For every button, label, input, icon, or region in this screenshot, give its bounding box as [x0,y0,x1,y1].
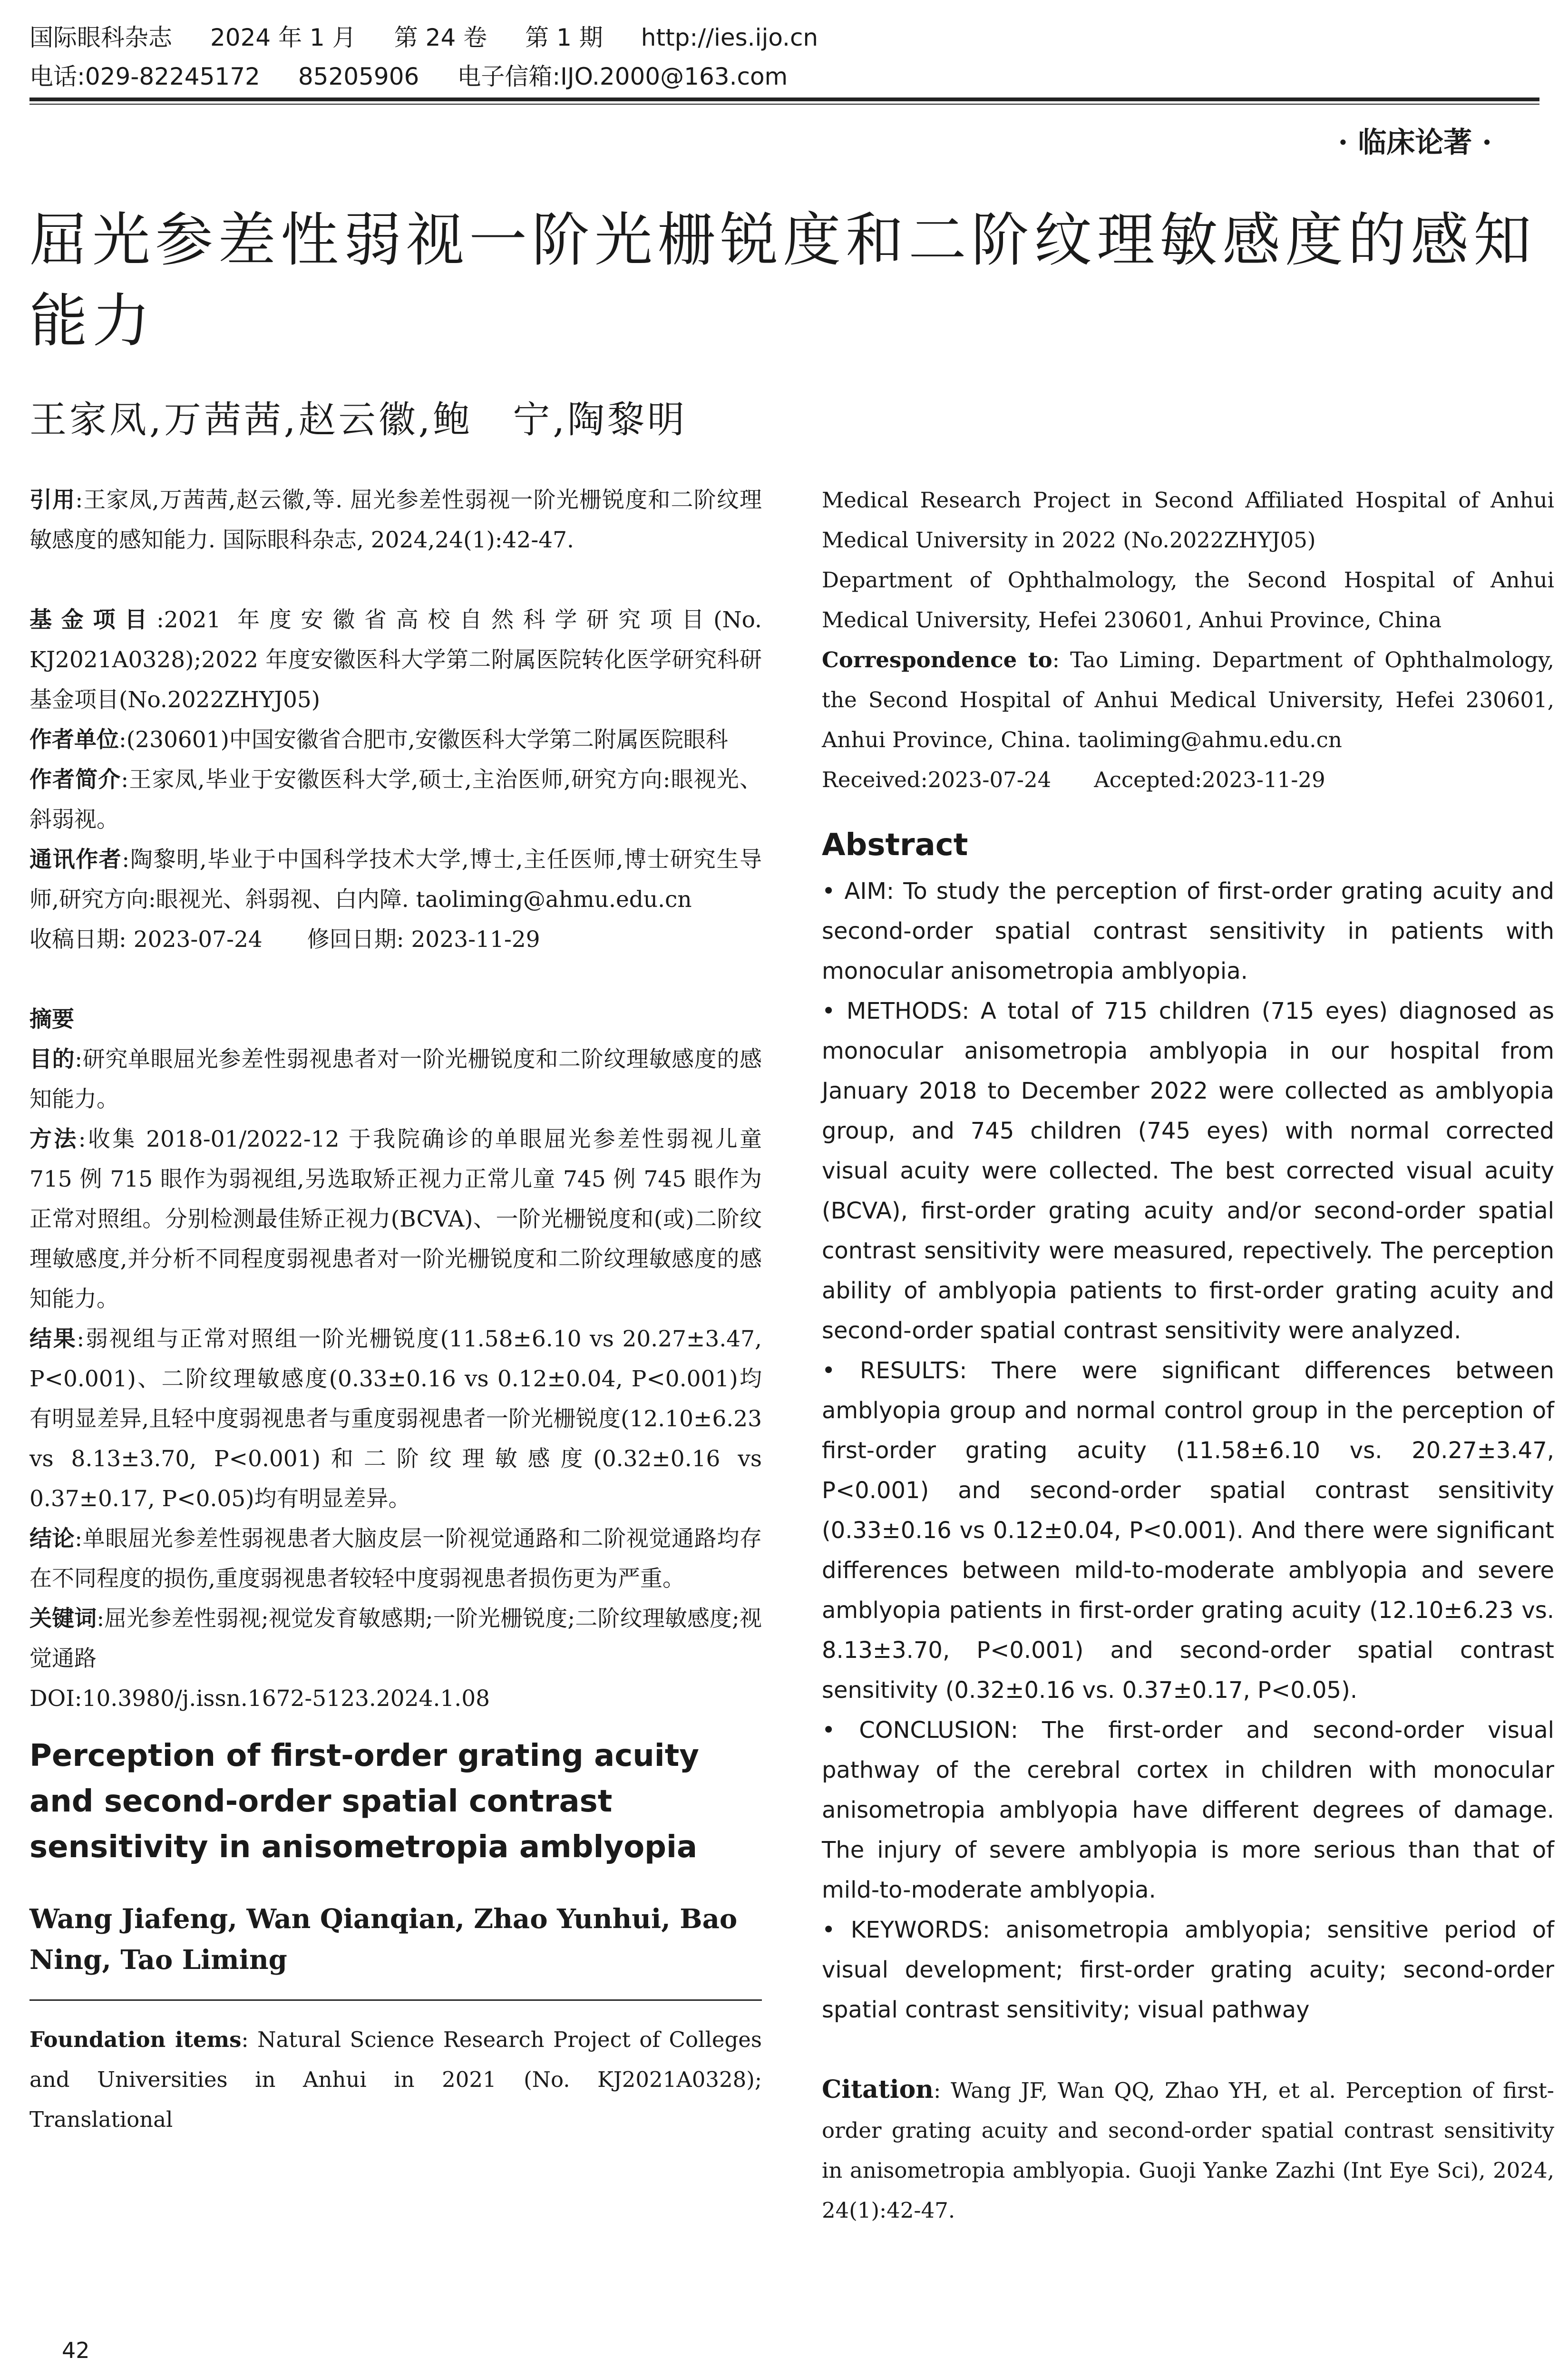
author-list-en: Wang Jiafeng, Wan Qianqian, Zhao Yunhui, Bao Ning, Tao Liming [29,1903,738,1976]
abstract-heading-en: Abstract [822,828,968,863]
results-label-cn: 结果 [29,1326,77,1352]
volume: 第 24 卷 [394,24,487,51]
citation-cn-label: 引用 [29,487,76,513]
author-bio-cn [29,760,762,840]
foundation-en-continued: Medical Research Project in Second Affiliated Hospital of Anhui Medical University in 2022 (No.2022ZHYJ05) [822,487,1554,553]
keywords-label-cn: 关键词 [29,1606,97,1632]
conclusion-label-cn: 结论 [29,1526,75,1552]
corresponding-cn-text: :陶黎明,毕业于中国科学技术大学,博士,主任医师,博士研究生导师,研究方向:眼视光、斜弱视、白内障. taoliming@ahmu.edu.cn [29,847,762,913]
affiliation-cn-text: :(230601)中国安徽省合肥市,安徽医科大学第二附属医院眼科 [119,727,728,753]
corresponding-cn [29,840,762,920]
citation-en-label: Citation [822,2075,934,2104]
spacer [29,560,762,600]
abstract-methods-cn [29,1120,762,1319]
abstract-conclusion-en: • CONCLUSION: The first-order and second-order visual pathway of the cerebral cortex in children with monocular anisometropia amblyopia have different degrees of damage. The injury of severe amblyopia is more serious than that of mild-to-moderate amblyopia. [822,1717,1554,1903]
article-title: 屈光参差性弱视一阶光栅锐度和二阶纹理敏感度的感知能力 [29,206,1536,355]
citation-cn-text: :王家凤,万茜茜,赵云徽,等. 屈光参差性弱视一阶光栅锐度和二阶纹理敏感度的感知能力. 国际眼科杂志, 2024,24(1):42-47. [29,487,762,553]
journal-name: 国际眼科杂志 [29,24,172,51]
methods-text-cn: :收集 2018-01/2022-12 于我院确诊的单眼屈光参差性弱视儿童 715 例 715 眼作为弱视组,另选取矫正视力正常儿童 745 例 745 眼作为正常对照组。分别检测最佳矫正视力(BCVA)、一阶光栅锐度和(或)二阶纹理敏感度,并分析不同程度弱视患者对一阶光栅锐度和二阶纹理敏感度的感知能力。 [29,1126,762,1312]
fund-cn [29,600,762,720]
citation-cn [29,480,762,560]
affiliation-cn-label: 作者单位 [29,727,119,753]
abstract-results-cn [29,1319,762,1519]
running-header-line-1 [29,24,856,51]
footnote-rule [29,1999,762,2001]
journal-url[interactable]: http://ies.ijo.cn [641,24,818,51]
correspondence-en [822,640,1554,760]
email[interactable]: 电子信箱:IJO.2000@163.com [457,63,788,90]
citation-en [822,2070,1554,2231]
issue-date: 2024 年 1 月 [210,24,356,51]
foundation-en [29,2020,762,2140]
phone-2: 85205906 [298,63,419,90]
issue: 第 1 期 [525,24,603,51]
aim-text-cn: :研究单眼屈光参差性弱视患者对一阶光栅锐度和二阶纹理敏感度的感知能力。 [29,1046,762,1112]
abstract-results-en: • RESULTS: There were significant differences between amblyopia group and normal control group in the perception of first-order grating acuity (11.58±6.10 vs. 20.27±3.47, P<0.001) and second-order spatial contrast sensitivity (0.33±0.16 vs 0.12±0.04, P<0.001). And there were significant differences between mild-to-moderate amblyopia and severe amblyopia patients in first-order grating acuity (12.10±6.23 vs. 8.13±3.70, P<0.001) and second-order spatial contrast sensitivity (0.32±0.16 vs. 0.37±0.17, P<0.05). [822,1357,1554,1704]
author-bio-cn-text: :王家凤,毕业于安徽医科大学,硕士,主治医师,研究方向:眼视光、斜弱视。 [29,767,762,833]
conclusion-text-cn: :单眼屈光参差性弱视患者大脑皮层一阶视觉通路和二阶视觉通路均存在不同程度的损伤,重度弱视患者较轻中度弱视患者损伤更为严重。 [29,1526,762,1592]
left-column [29,480,762,2140]
doi[interactable]: DOI:10.3980/j.issn.1672-5123.2024.1.08 [29,1685,490,1712]
abstract-methods-en: • METHODS: A total of 715 children (715 eyes) diagnosed as monocular anisometropia amblyopia in our hospital from January 2018 to December 2022 were collected as amblyopia group, and 745 children (745 eyes) with normal corrected visual acuity were collected. The best corrected visual acuity (BCVA), first-order grating acuity and/or second-order spatial contrast sensitivity were measured, repectively. The perception ability of amblyopia patients to first-order grating acuity and second-order spatial contrast sensitivity were analyzed. [822,998,1554,1344]
phone-1: 电话:029-82245172 [29,63,260,90]
affiliation-cn [29,720,762,760]
author-bio-cn-label: 作者简介 [29,767,121,793]
received-dates-en: Received:2023-07-24 Accepted:2023-11-29 [822,767,1325,792]
fund-cn-label: 基金项目 [29,607,156,633]
correspondence-en-text: : Tao Liming. Department of Ophthalmology, the Second Hospital of Anhui Medical University, Hefei 230601, Anhui Province, China. taoliming@ahmu.edu.cn [822,647,1554,752]
author-list: 王家凤,万茜茜,赵云徽,鲍 宁,陶黎明 [29,399,688,441]
header-rule-thin [29,104,1539,105]
correspondence-en-label: Correspondence to [822,647,1052,672]
right-column [822,480,1554,2231]
abstract-conclusion-cn [29,1519,762,1599]
spacer [29,960,762,1000]
department-en: Department of Ophthalmology, the Second Hospital of Anhui Medical University, Hefei 230601, Anhui Province, China [822,567,1554,633]
abstract-aim-en: • AIM: To study the perception of first-order grating acuity and second-order spatial contrast sensitivity in patients with monocular anisometropia amblyopia. [822,878,1554,984]
received-dates-cn: 收稿日期: 2023-07-24 修回日期: 2023-11-29 [29,926,540,953]
foundation-en-label: Foundation items [29,2027,242,2052]
citation-en-text: : Wang JF, Wan QQ, Zhao YH, et al. Perception of first-order grating acuity and second-order spatial contrast sensitivity in anisometropia amblyopia. Guoji Yanke Zazhi (Int Eye Sci), 2024, 24(1):42-47. [822,2078,1554,2223]
running-header-line-2 [29,63,826,90]
abstract-aim-cn [29,1040,762,1120]
aim-label-cn: 目的 [29,1046,75,1072]
spacer [822,2030,1554,2070]
abstract-keywords-en: • KEYWORDS: anisometropia amblyopia; sensitive period of visual development; first-order grating acuity; second-order spatial contrast sensitivity; visual pathway [822,1917,1554,2023]
fund-cn-text: :2021 年度安徽省高校自然科学研究项目(No. KJ2021A0328);2022 年度安徽医科大学第二附属医院转化医学研究科研基金项目(No.2022ZHYJ05) [29,607,762,713]
article-title-en: Perception of first-order grating acuity and second-order spatial contrast sensitivity in anisometropia amblyopia [29,1738,699,1865]
section-label: · 临床论著 · [1338,126,1492,159]
corresponding-cn-label: 通讯作者 [29,847,122,873]
foundation-en-text: : Natural Science Research Project of Colleges and Universities in Anhui in 2021 (No. KJ2021A0328); Translational [29,2027,762,2132]
page-number: 42 [62,2338,90,2363]
methods-label-cn: 方法 [29,1126,78,1152]
abstract-heading-cn: 摘要 [29,1006,74,1033]
keywords-text-cn: :屈光参差性弱视;视觉发育敏感期;一阶光栅锐度;二阶纹理敏感度;视觉通路 [29,1606,762,1672]
keywords-cn [29,1599,762,1679]
header-rule-thick [29,97,1539,101]
results-text-cn: :弱视组与正常对照组一阶光栅锐度(11.58±6.10 vs 20.27±3.47, P<0.001)、二阶纹理敏感度(0.33±0.16 vs 0.12±0.04, P<0.001)均有明显差异,且轻中度弱视患者与重度弱视患者一阶光栅锐度(12.10±6.23 vs 8.13±3.70, P<0.001)和二阶纹理敏感度(0.32±0.16 vs 0.37±0.17, P<0.05)均有明显差异。 [29,1326,762,1512]
